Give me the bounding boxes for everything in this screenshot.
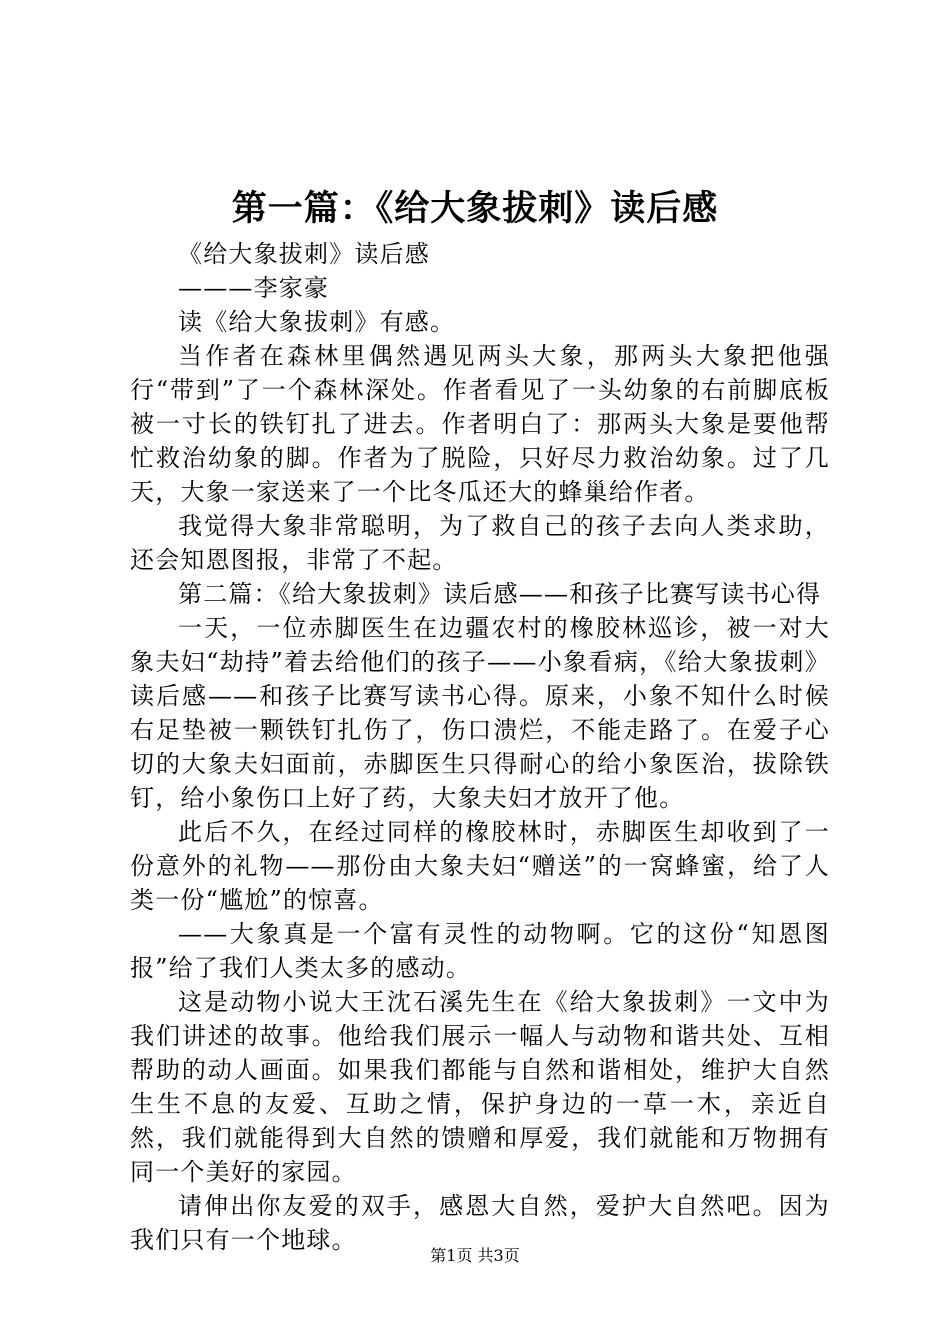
paragraph: 一天，一位赤脚医生在边疆农村的橡胶林巡诊，被一对大象夫妇“劫持”着去给他们的孩子——小象看病，《给大象拔刺》读后感——和孩子比赛写读书心得。原来，小象不知什么时候右足垫被一颗铁钉扎伤了，伤口溃烂，不能走路了。在爱子心切的大象夫妇面前，赤脚医生只得耐心的给小象医治，拔除铁钉，给小象伤口上好了药，大象夫妇才放开了他。 (130, 614, 830, 812)
page-footer: 第1页 共3页 (430, 1246, 520, 1265)
paragraph: ——大象真是一个富有灵性的动物啊。它的这份“知恩图报”给了我们人类太多的感动。 (130, 920, 830, 982)
paragraph: 读《给大象拔刺》有感。 (178, 308, 456, 336)
paragraph: 这是动物小说大王沈石溪先生在《给大象拔刺》一文中为我们讲述的故事。他给我们展示一幅人与动物和谐共处、互相帮助的动人画面。如果我们都能与自然和谐相处，维护大自然生生不息的友爱、互助之情，保护身边的一草一木，亲近自然，我们就能得到大自然的馈赠和厚爱，我们就能和万物拥有同一个美好的家园。 (130, 988, 830, 1186)
page-title: 第一篇：《给大象拔刺》读后感 (231, 188, 719, 229)
paragraph-subtitle: 《给大象拔刺》读后感 (178, 240, 430, 268)
paragraph: 请伸出你友爱的双手，感恩大自然，爱护大自然吧。因为我们只有一个地球。 (130, 1192, 830, 1254)
paragraph: 我觉得大象非常聪明，为了救自己的孩子去向人类求助，还会知恩图报，非常了不起。 (130, 512, 830, 574)
paragraph-section-heading: 第二篇：《给大象拔刺》读后感——和孩子比赛写读书心得 (178, 580, 822, 608)
paragraph: 当作者在森林里偶然遇见两头大象，那两头大象把他强行“带到”了一个森林深处。作者看见了一头幼象的右前脚底板被一寸长的铁钉扎了进去。作者明白了：那两头大象是要他帮忙救治幼象的脚。作者为了脱险，只好尽力救治幼象。过了几天，大象一家送来了一个比冬瓜还大的蜂巢给作者。 (130, 342, 830, 506)
document-body (130, 237, 830, 1257)
paragraph-author: ———李家豪 (178, 274, 330, 302)
paragraph: 此后不久，在经过同样的橡胶林时，赤脚医生却收到了一份意外的礼物——那份由大象夫妇“赠送”的一窝蜂蜜，给了人类一份“尴尬”的惊喜。 (130, 818, 830, 914)
